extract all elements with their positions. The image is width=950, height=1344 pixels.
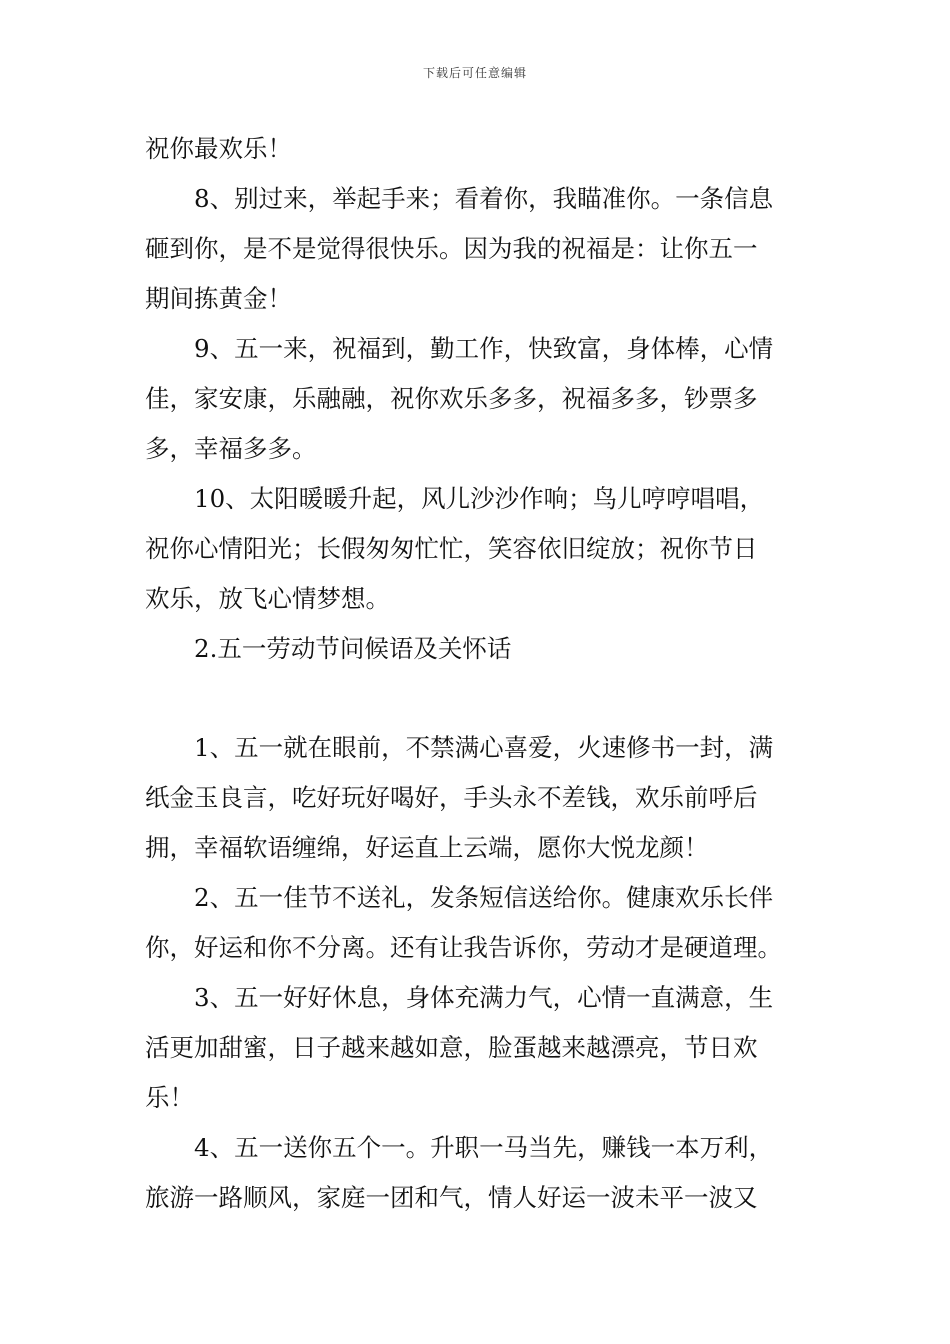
text-line: 祝你心情阳光；长假匆匆忙忙，笑容依旧绽放；祝你节日 (145, 534, 758, 563)
text-line: 3、五一好好休息，身体充满力气，心情一直满意，生 (194, 983, 774, 1012)
text-line: 旅游一路顺风，家庭一团和气，情人好运一波未平一波又 (145, 1183, 758, 1212)
paragraph-item-9 (145, 324, 810, 474)
text-line: 欢乐，放飞心情梦想。 (145, 584, 390, 613)
section-heading (145, 624, 810, 674)
text-line: 1、五一就在眼前，不禁满心喜爱，火速修书一封，满 (194, 733, 774, 762)
paragraph-item-4 (145, 1123, 810, 1223)
text-line: 8、别过来，举起手来；看着你，我瞄准你。一条信息 (194, 184, 774, 213)
text-line: 活更加甜蜜，日子越来越如意，脸蛋越来越漂亮，节日欢 (145, 1033, 758, 1062)
paragraph-item-8 (145, 174, 810, 324)
text-line: 9、五一来，祝福到，勤工作，快致富，身体棒，心情 (194, 334, 774, 363)
text-line: 祝你最欢乐！ (145, 134, 292, 163)
text-line: 佳，家安康，乐融融，祝你欢乐多多，祝福多多，钞票多 (145, 384, 758, 413)
paragraph-item-1 (145, 723, 810, 873)
text-line: 乐！ (145, 1083, 194, 1112)
text-line: 4、五一送你五个一。升职一马当先，赚钱一本万利， (194, 1133, 774, 1162)
text-line: 拥，幸福软语缠绵，好运直上云端，愿你大悦龙颜！ (145, 833, 709, 862)
text-line: 砸到你，是不是觉得很快乐。因为我的祝福是：让你五一 (145, 234, 758, 263)
paragraph-item-10 (145, 474, 810, 624)
paragraph-item-2 (145, 873, 810, 973)
section-heading-text: 2.五一劳动节问候语及关怀话 (194, 634, 512, 663)
paragraph-item-3 (145, 973, 810, 1123)
text-line: 10、太阳暖暖升起，风儿沙沙作响；鸟儿哼哼唱唱， (194, 484, 765, 513)
document-body (145, 124, 810, 1223)
text-line: 纸金玉良言，吃好玩好喝好，手头永不差钱，欢乐前呼后 (145, 783, 758, 812)
text-line: 2、五一佳节不送礼，发条短信送给你。健康欢乐长伴 (194, 883, 774, 912)
text-line: 你，好运和你不分离。还有让我告诉你，劳动才是硬道理。 (145, 933, 782, 962)
text-line: 多，幸福多多。 (145, 434, 317, 463)
paragraph-closing (145, 124, 810, 174)
text-line: 期间拣黄金！ (145, 284, 292, 313)
blank-gap (145, 674, 810, 723)
page-header: 下载后可任意编辑 (422, 66, 527, 80)
